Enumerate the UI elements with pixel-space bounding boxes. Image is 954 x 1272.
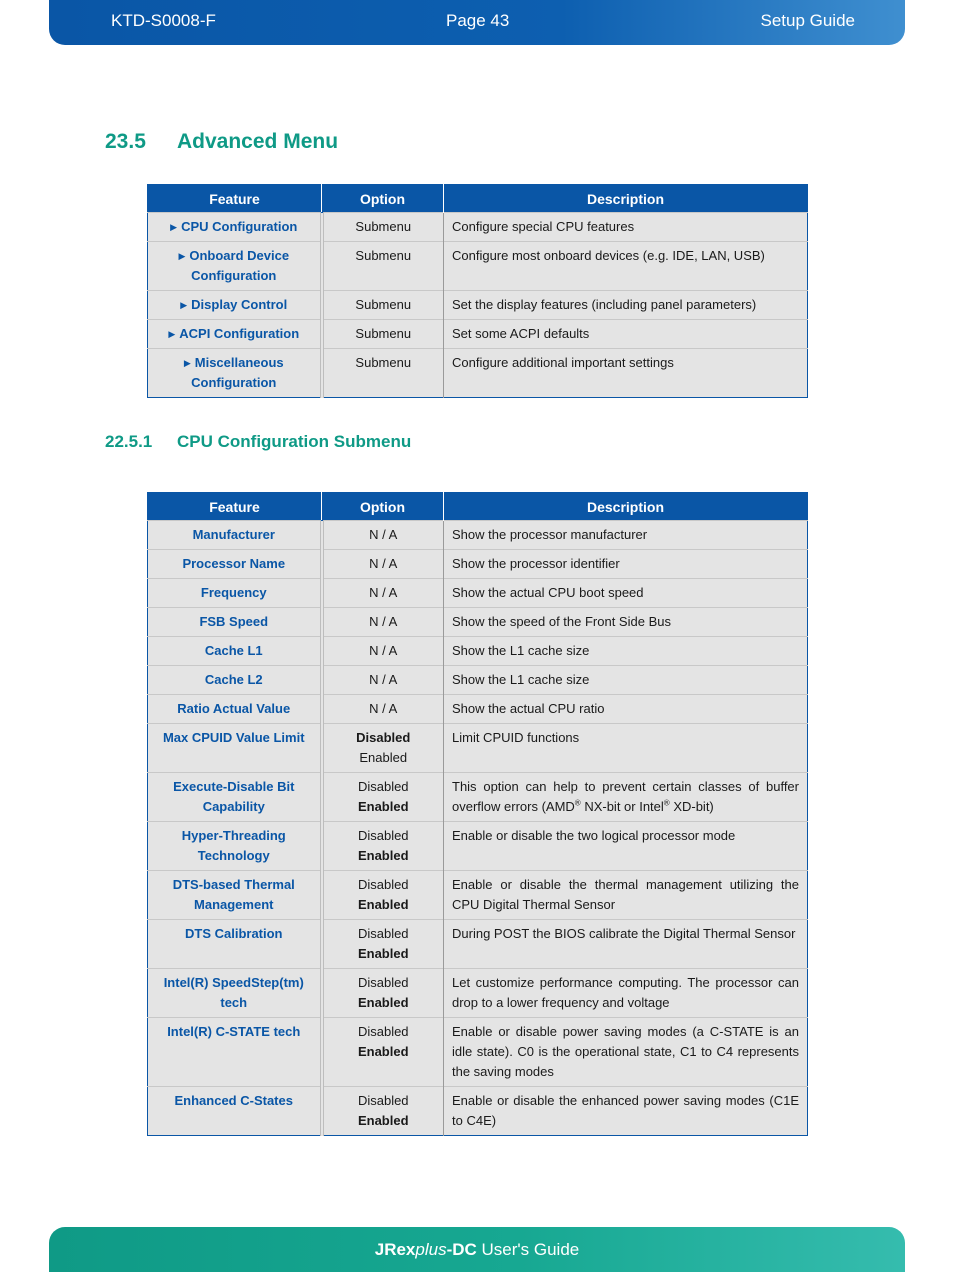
- description-cell: Set some ACPI defaults: [444, 320, 808, 349]
- description-cell: Show the speed of the Front Side Bus: [444, 608, 808, 637]
- feature-cell: Hyper-Threading Technology: [148, 822, 322, 871]
- registered-mark: ®: [574, 798, 581, 808]
- option-enabled: Enabled: [357, 799, 409, 814]
- feature-cell: Processor Name: [148, 550, 322, 579]
- submenu-arrow-icon: ▶: [183, 358, 191, 368]
- option-disabled: Disabled: [357, 779, 409, 794]
- feature-cell: [148, 242, 322, 291]
- option-cell: [322, 724, 444, 773]
- table-row: [148, 695, 808, 724]
- table-row: [148, 724, 808, 773]
- section-heading: [105, 130, 338, 154]
- column-header-description: Description: [444, 493, 808, 521]
- table-row: [148, 1018, 808, 1087]
- feature-cell: Intel(R) C-STATE tech: [148, 1018, 322, 1087]
- option-cell: [322, 871, 444, 920]
- description-cell: Enable or disable the two logical processor mode: [444, 822, 808, 871]
- description-text: This option can help to prevent certain classes of buffer overflow errors (AMD: [452, 779, 799, 814]
- description-cell: Set the display features (including panel parameters): [444, 291, 808, 320]
- table-row: [148, 1087, 808, 1136]
- description-cell: Enable or disable power saving modes (a C-STATE is an idle state). C0 is the operational state, C1 to C4 represents the saving modes: [444, 1018, 808, 1087]
- option-cell: [322, 969, 444, 1018]
- product-suffix: -DC: [446, 1240, 477, 1259]
- page-header: [49, 0, 905, 45]
- feature-cell: [148, 320, 322, 349]
- option-disabled: Disabled: [357, 926, 409, 941]
- description-cell: Configure special CPU features: [444, 213, 808, 242]
- table-row: [148, 637, 808, 666]
- submenu-arrow-icon: ▶: [180, 300, 188, 310]
- description-cell: Enable or disable the enhanced power saving modes (C1E to C4E): [444, 1087, 808, 1136]
- product-variant: plus: [415, 1240, 447, 1259]
- feature-label: Onboard Device Configuration: [189, 248, 290, 283]
- subsection-heading: [105, 432, 411, 452]
- option-cell: N / A: [322, 521, 444, 550]
- table-row: [148, 550, 808, 579]
- feature-cell: Ratio Actual Value: [148, 695, 322, 724]
- option-enabled: Enabled: [357, 1113, 409, 1128]
- description-cell: Show the L1 cache size: [444, 637, 808, 666]
- option-disabled: Disabled: [356, 730, 411, 745]
- option-cell: [322, 1087, 444, 1136]
- feature-cell: [148, 349, 322, 398]
- option-cell: Submenu: [322, 320, 444, 349]
- description-text: XD-bit): [669, 799, 714, 814]
- feature-label: Miscellaneous Configuration: [191, 355, 284, 390]
- column-header-description: Description: [444, 185, 808, 213]
- option-cell: N / A: [322, 579, 444, 608]
- table-row: [148, 871, 808, 920]
- option-disabled: Disabled: [357, 1024, 409, 1039]
- option-cell: N / A: [322, 666, 444, 695]
- table-row: [148, 320, 808, 349]
- option-disabled: Disabled: [357, 828, 409, 843]
- cpu-configuration-table: [147, 492, 808, 1136]
- description-cell: Limit CPUID functions: [444, 724, 808, 773]
- option-cell: [322, 822, 444, 871]
- column-header-feature: Feature: [148, 493, 322, 521]
- option-cell: [322, 920, 444, 969]
- advanced-menu-table: [147, 184, 808, 398]
- table-row: [148, 666, 808, 695]
- table-row: [148, 291, 808, 320]
- table-row: [148, 608, 808, 637]
- table-row: [148, 969, 808, 1018]
- description-cell: Show the actual CPU boot speed: [444, 579, 808, 608]
- description-cell: Configure additional important settings: [444, 349, 808, 398]
- subsection-title: CPU Configuration Submenu: [177, 432, 412, 451]
- description-cell: Configure most onboard devices (e.g. IDE, LAN, USB): [444, 242, 808, 291]
- option-cell: Submenu: [322, 349, 444, 398]
- footer-title: [49, 1240, 905, 1260]
- feature-cell: DTS Calibration: [148, 920, 322, 969]
- feature-cell: [148, 213, 322, 242]
- product-name: JRex: [374, 1240, 416, 1259]
- option-enabled: Enabled: [357, 946, 409, 961]
- feature-label: Display Control: [191, 297, 288, 312]
- option-cell: Submenu: [322, 213, 444, 242]
- column-header-option: Option: [322, 185, 444, 213]
- feature-cell: FSB Speed: [148, 608, 322, 637]
- feature-label: ACPI Configuration: [179, 326, 300, 341]
- column-header-option: Option: [322, 493, 444, 521]
- table-row: [148, 822, 808, 871]
- submenu-arrow-icon: ▶: [170, 222, 178, 232]
- description-cell: Let customize performance computing. The processor can drop to a lower frequency and voltage: [444, 969, 808, 1018]
- option-cell: N / A: [322, 608, 444, 637]
- description-cell: Show the processor manufacturer: [444, 521, 808, 550]
- description-cell: During POST the BIOS calibrate the Digital Thermal Sensor: [444, 920, 808, 969]
- description-text: NX-bit or Intel: [580, 799, 664, 814]
- table-row: [148, 579, 808, 608]
- table-row: [148, 242, 808, 291]
- feature-cell: [148, 291, 322, 320]
- description-cell: Enable or disable the thermal management utilizing the CPU Digital Thermal Sensor: [444, 871, 808, 920]
- feature-cell: DTS-based Thermal Management: [148, 871, 322, 920]
- page-number: Page 43: [446, 11, 510, 30]
- guide-name: User's Guide: [476, 1240, 580, 1259]
- registered-mark: ®: [663, 798, 670, 808]
- table-row: [148, 349, 808, 398]
- option-cell: N / A: [322, 637, 444, 666]
- option-enabled: Enabled: [357, 897, 409, 912]
- option-cell: Submenu: [322, 291, 444, 320]
- table-row: [148, 773, 808, 822]
- feature-cell: Max CPUID Value Limit: [148, 724, 322, 773]
- option-cell: N / A: [322, 550, 444, 579]
- feature-cell: Frequency: [148, 579, 322, 608]
- option-enabled: Enabled: [357, 995, 409, 1010]
- page-footer: [49, 1227, 905, 1272]
- subsection-number: 22.5.1: [105, 432, 153, 451]
- submenu-arrow-icon: ▶: [168, 329, 176, 339]
- option-cell: N / A: [322, 695, 444, 724]
- option-disabled: Disabled: [357, 975, 409, 990]
- feature-label: CPU Configuration: [181, 219, 298, 234]
- description-cell: [444, 773, 808, 822]
- description-cell: Show the L1 cache size: [444, 666, 808, 695]
- option-enabled: Enabled: [357, 848, 409, 863]
- table-row: [148, 920, 808, 969]
- description-cell: Show the actual CPU ratio: [444, 695, 808, 724]
- option-disabled: Disabled: [357, 1093, 409, 1108]
- submenu-arrow-icon: ▶: [178, 251, 186, 261]
- guide-title: Setup Guide: [760, 11, 855, 30]
- option-enabled: Enabled: [359, 750, 408, 765]
- column-header-feature: Feature: [148, 185, 322, 213]
- feature-cell: Execute-Disable Bit Capability: [148, 773, 322, 822]
- description-cell: Show the processor identifier: [444, 550, 808, 579]
- feature-cell: Intel(R) SpeedStep(tm) tech: [148, 969, 322, 1018]
- option-cell: Submenu: [322, 242, 444, 291]
- feature-cell: Cache L1: [148, 637, 322, 666]
- document-id: KTD-S0008-F: [111, 11, 216, 30]
- option-disabled: Disabled: [357, 877, 409, 892]
- feature-cell: Enhanced C-States: [148, 1087, 322, 1136]
- feature-cell: Manufacturer: [148, 521, 322, 550]
- section-number: 23.5: [105, 130, 146, 153]
- table-row: [148, 521, 808, 550]
- feature-cell: Cache L2: [148, 666, 322, 695]
- section-title: Advanced Menu: [177, 130, 339, 153]
- table-row: [148, 213, 808, 242]
- option-cell: [322, 1018, 444, 1087]
- option-enabled: Enabled: [357, 1044, 409, 1059]
- option-cell: [322, 773, 444, 822]
